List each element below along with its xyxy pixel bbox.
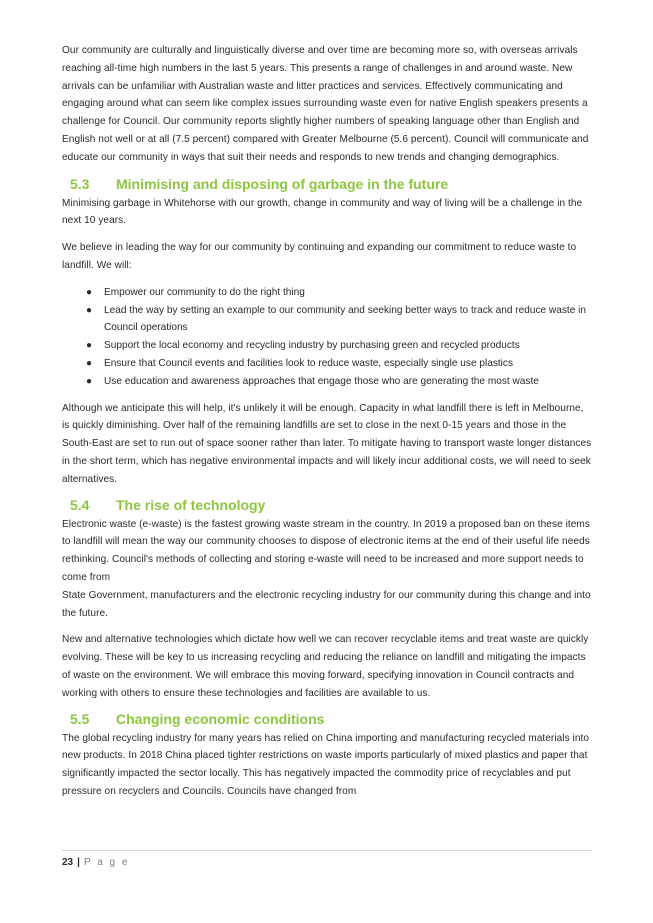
bullet-icon: ●: [86, 375, 93, 387]
bullet-icon: ●: [86, 340, 93, 352]
section-5-5-heading: [62, 709, 592, 730]
bullet-icon: ●: [86, 357, 93, 369]
section-number: 5.5: [70, 710, 90, 727]
page-footer: [62, 850, 592, 868]
paragraph: Although we anticipate this will help, it's unlikely it will be enough. Capacity in what landfill there is left in Melbourne, is quickly diminishing. Over half of the remaining landfills are set to close in the next 0-15 years and those in the South-East are set to run out of space sooner rather than later. To mitigate having to transport waste longer distances in the short term, which has negative environmental impacts and will likely incur additional costs, we will need to seek alternatives.: [62, 402, 592, 485]
list-item: ● Ensure that Council events and facilities look to reduce waste, especially single use plastics: [62, 355, 592, 373]
bullet-icon: ●: [86, 286, 93, 298]
section-number: 5.3: [70, 175, 90, 192]
paragraph: The global recycling industry for many years has relied on China importing and manufacturing recycled materials into new products. In 2018 China placed tighter restrictions on waste imports particularly of mixed plastics and paper that significantly impacted the sector locally. This has negatively impacted the commodity price of recyclables and put pressure on recyclers and Councils. Councils have changed from: [62, 732, 590, 797]
section-title: Minimising and disposing of garbage in the future: [116, 175, 449, 192]
page-number: 23: [62, 857, 74, 868]
page-content: [62, 42, 592, 801]
section-5-3-heading: [62, 174, 592, 195]
paragraph: State Government, manufacturers and the electronic recycling industry for our community during this change and into the future.: [62, 589, 591, 619]
section-5-4-heading: [62, 495, 592, 516]
paragraph: Electronic waste (e-waste) is the fastest growing waste stream in the country. In 2019 a proposed ban on these items to landfill will mean the way our community chooses to dispose of electronic items at the end of their useful life needs rethinking. Council's methods of collecting and storing e-waste will need to be increased and more support needs to come from: [62, 518, 590, 583]
paragraph: Minimising garbage in Whitehorse with our growth, change in community and way of living will be a challenge in the next 10 years.: [62, 197, 583, 227]
paragraph: New and alternative technologies which dictate how well we can recover recyclable items and treat waste are quickly evolving. These will be key to us increasing recycling and reducing the reliance on landfill and mitigating the impacts of waste on the environment. We will embrace this moving forward, specifying innovation in Council contracts and working with others to ensure these technologies and facilities are available to us.: [62, 634, 589, 699]
bullet-list: [62, 284, 592, 391]
section-number: 5.4: [70, 496, 90, 513]
list-item: ● Lead the way by setting an example to our community and seeking better ways to track and reduce waste in Council operations: [62, 302, 592, 338]
section-title: Changing economic conditions: [116, 710, 325, 727]
page-label: P a g e: [83, 857, 130, 868]
list-item: ● Support the local economy and recycling industry by purchasing green and recycled products: [62, 337, 592, 355]
footer-separator: |: [77, 857, 80, 868]
list-item: ● Use education and awareness approaches that engage those who are generating the most waste: [62, 373, 592, 391]
list-item: ● Empower our community to do the right thing: [62, 284, 592, 302]
section-title: The rise of technology: [116, 496, 266, 513]
paragraph: We believe in leading the way for our community by continuing and expanding our commitment to reduce waste to landfill. We will:: [62, 242, 577, 271]
bullet-icon: ●: [86, 304, 93, 316]
intro-paragraph: Our community are culturally and linguistically diverse and over time are becoming more so, with overseas arrivals reaching all-time high numbers in the last 5 years. This presents a range of challenges in and around waste. New arrivals can be unfamiliar with Australian waste and litter practices and services. Effectively communicating and engaging around what can seem like complex issues surrounding waste even for native English speakers presents a challenge for Council. Our community reports slightly higher numbers of speaking language other than English and English not well or at all (7.5 percent) compared with Greater Melbourne (5.6 percent). Council will communicate and educate our community in ways that suit their needs and responds to new trends and changing demographics.: [62, 45, 589, 163]
